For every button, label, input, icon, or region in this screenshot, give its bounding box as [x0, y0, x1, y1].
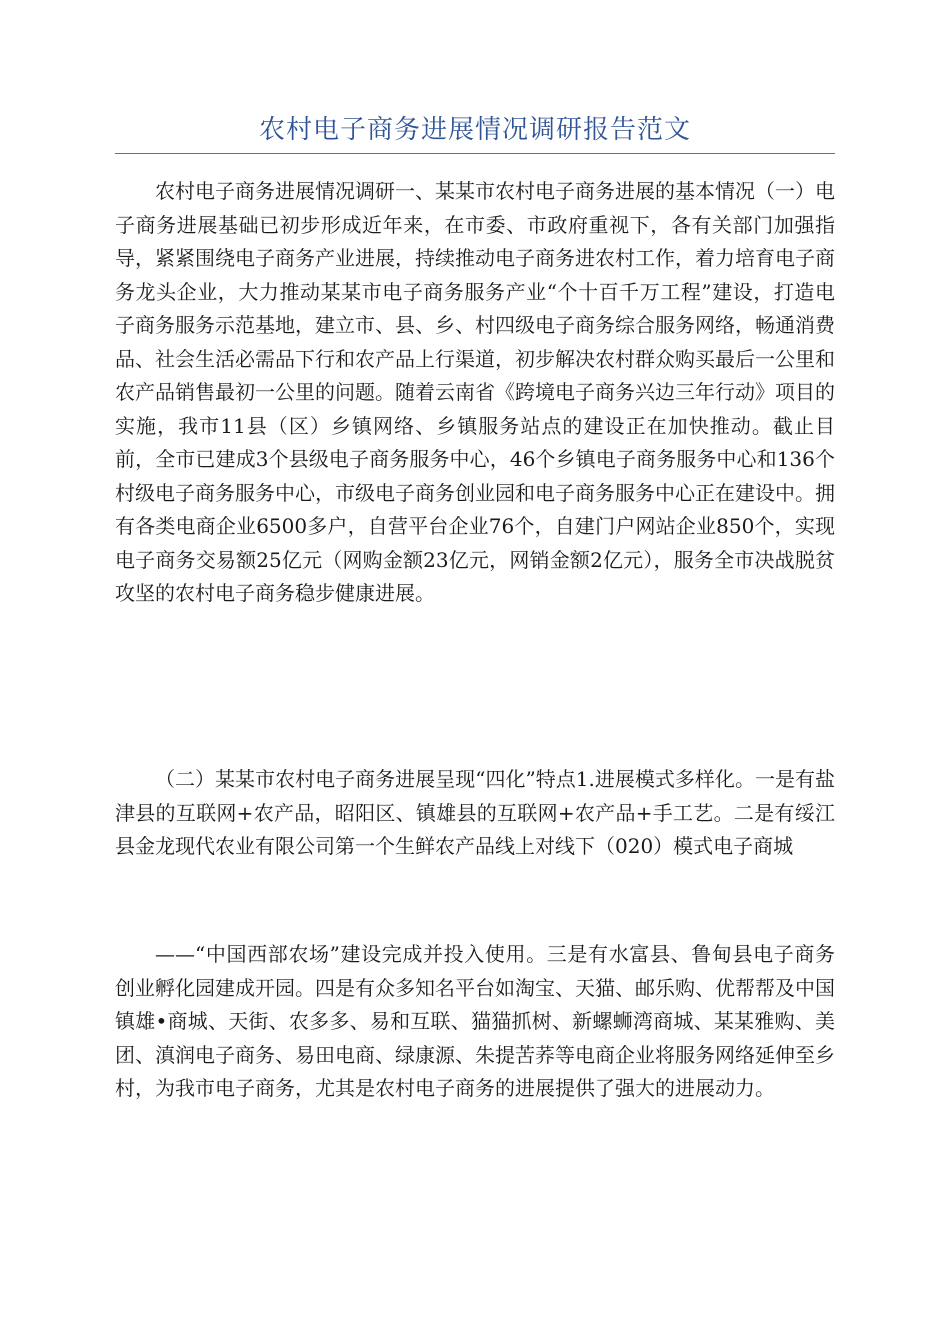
title-underline [115, 153, 835, 154]
body-paragraph-1: 农村电子商务进展情况调研一、某某市农村电子商务进展的基本情况（一）电子商务进展基础已初步形成近年来，在市委、市政府重视下，各有关部门加强指导，紧紧围绕电子商务产业进展，持续推动电子商务进农村工作，着力培育电子商务龙头企业，大力推动某某市电子商务服务产业“个十百千万工程”建设，打造电子商务服务示范基地，建立市、县、乡、村四级电子商务综合服务网络，畅通消费品、社会生活必需品下行和农产品上行渠道，初步解决农村群众购买最后一公里和农产品销售最初一公里的问题。随着云南省《跨境电子商务兴边三年行动》项目的实施，我市11县（区）乡镇网络、乡镇服务站点的建设正在加快推动。截止目前，全市已建成3个县级电子商务服务中心，46个乡镇电子商务服务中心和136个村级电子商务服务中心，市级电子商务创业园和电子商务服务中心正在建设中。拥有各类电商企业6500多户，自营平台企业76个，自建门户网站企业850个，实现电子商务交易额25亿元（网购金额23亿元，网销金额2亿元），服务全市决战脱贫攻坚的农村电子商务稳步健康进展。 [115, 179, 835, 605]
document-title: 农村电子商务进展情况调研报告范文 [258, 115, 691, 145]
body-paragraph-2: （二）某某市农村电子商务进展呈现“四化”特点1.进展模式多样化。一是有盐津县的互联网+农产品，昭阳区、镇雄县的互联网+农产品+手工艺。二是有绥江县金龙现代农业有限公司第一个生鲜农产品线上对线下（020）模式电子商城 [115, 767, 835, 858]
body-paragraph-3: ——“中国西部农场”建设完成并投入使用。三是有水富县、鲁甸县电子商务创业孵化园建成开园。四是有众多知名平台如淘宝、天猫、邮乐购、优帮帮及中国镇雄•商城、天街、农多多、易和互联、猫猫抓树、新螺蛳湾商城、某某雅购、美团、滇润电子商务、易田电商、绿康源、朱提苦荞等电商企业将服务网络延伸至乡村，为我市电子商务，尤其是农村电子商务的进展提供了强大的进展动力。 [115, 942, 835, 1100]
